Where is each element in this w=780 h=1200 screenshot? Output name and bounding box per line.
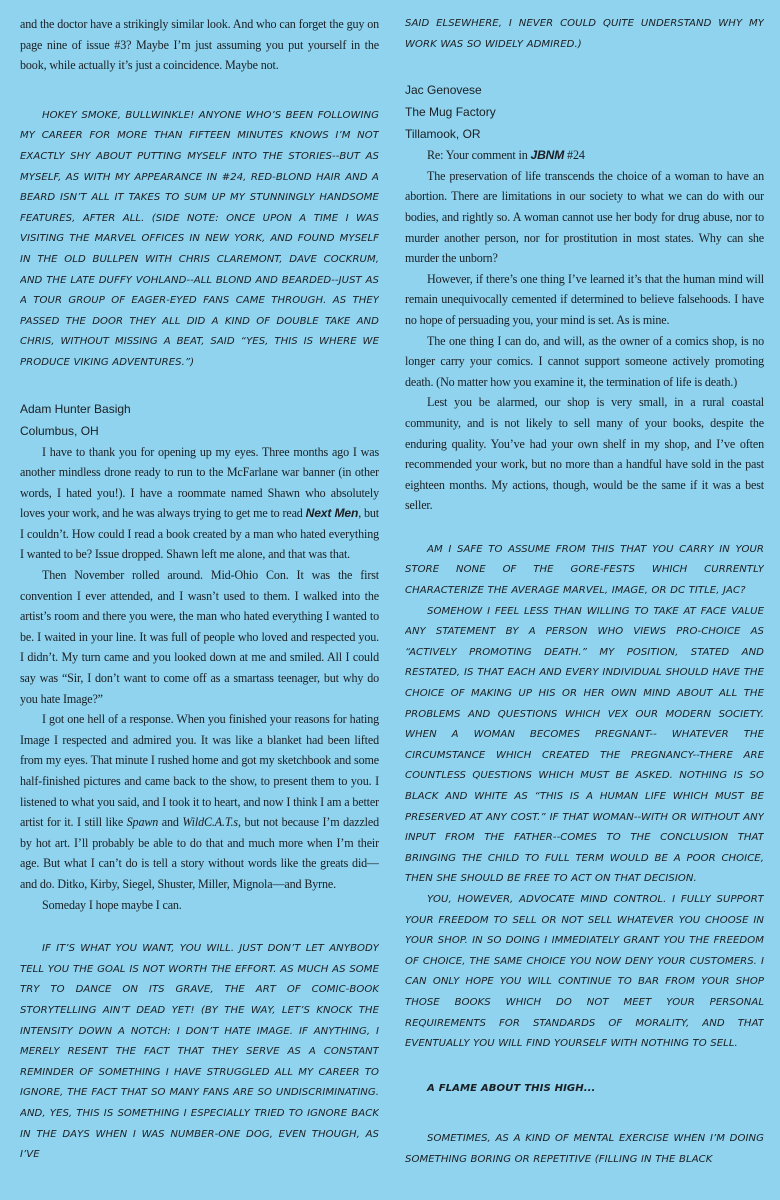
letter-paragraph: Then November rolled around. Mid-Ohio Con. It was the first convention I ever attended, and I wasn’t used to them. I walked into the artist’s room and there you were, the man who hated everything I wanted to be. I waited in your line. It was full of people who loved and respected you. I didn’t. My turn came and you looked down at me and smiled. All I could say was “Sir, I don’t want to come off as a smartass teenager, but why do you hate Image?” [20, 568, 379, 706]
letter-paragraph: Lest you be alarmed, our shop is very small, in a rural coastal community, and is not likely to sell many of your books, despite the enduring quality. You’ve had your own shelf in my shop, and I’ve often recommended your work, but no more than a handful have sold in the past eighteen months. My actions, though, would be the same if it was a best seller. [405, 395, 764, 513]
letter-paragraph: The one thing I can do, and will, as the owner of a comics shop, is no longer carry your comics. I cannot support someone actively promoting death. (No matter how you examine it, the termination of life is death.) [405, 333, 764, 389]
letter-location: Columbus, OH [20, 423, 99, 438]
title-spawn: Spawn [126, 815, 159, 830]
section-header-flame: A FLAME ABOUT THIS HIGH... [427, 1082, 596, 1094]
letter-signature-basigh [20, 398, 379, 442]
reply-paragraph: AM I SAFE TO ASSUME FROM THIS THAT YOU CARRY IN YOUR STORE NONE OF THE GORE-FESTS WHICH CURRENTLY CHARACTERIZE THE AVERAGE MARVEL, IMAGE, OR DC TITLE, JAC? [405, 543, 764, 597]
title-jbnm: JBNM [530, 148, 565, 163]
letter-paragraph: However, if there’s one thing I’ve learned it’s that the human mind will remain unequivocally cemented if determined to believe falsehoods. I have no hope of persuading you, your mind is set. As is mine. [405, 271, 764, 327]
reply-paragraph: YOU, HOWEVER, ADVOCATE MIND CONTROL. I FULLY SUPPORT YOUR FREEDOM TO SELL OR NOT SELL WHATEVER YOU CHOOSE IN YOUR SHOP. IN SO DOING I IMMEDIATELY GRANT YOU THE FREEDOM OF CHOICE, THE SAME CHOICE YOU NOW DENY YOUR CUSTOMERS. I CAN ONLY HOPE YOU WILL CONTINUE TO BAR FROM YOUR SHOP THOSE BOOKS WHICH DO NOT MEET YOUR PERSONAL REQUIREMENTS FOR STANDARDS OF MORALITY, AND THAT EVENTUALLY YOU WILL FIND YOURSELF WITH NOTHING TO SELL. [405, 893, 764, 1050]
letter-paragraph: Someday I hope maybe I can. [42, 897, 182, 912]
letter-paragraph: I have to thank you for opening up my eyes. Three months ago I was another mindless drone ready to run to the McFarlane war banner (in other words, I hated you!). I have a roommate named Shawn who absolutely loves your work, and he was always trying to get me to read Next Men, but I couldn’t. How could I read a book created by a man who hated everything I wanted to be? Issue dropped. Shawn left me alone, and that was that. [20, 444, 379, 562]
right-column [405, 14, 764, 1200]
reply-paragraph: SOMEHOW I FEEL LESS THAN WILLING TO TAKE AT FACE VALUE ANY STATEMENT BY A PERSON WHO VIEWS PRO-CHOICE AS “ACTIVELY PROMOTING DEATH.” MY POSITION, STATED AND RESTATED, IS THAT EACH AND EVERY INDIVIDUAL SHOULD HAVE THE CHOICE OF MAKING UP HIS OR HER OWN MIND ABOUT ALL THE PROBLEMS AND QUESTIONS WHICH VEX OUR MODERN SOCIETY. WHEN A WOMAN BECOMES PREGNANT-- WHATEVER THE CIRCUMSTANCE WHICH CREATED THE PREGNANCY--THERE ARE COUNTLESS QUESTIONS WHICH MUST BE ASKED. NOTHING IS SO BLACK AND WHITE AS “THIS IS A HUMAN LIFE WHICH MUST BE PRESERVED AT ANY COST.” IF THAT WOMAN--WITH OR WITHOUT ANY INPUT FROM THE FATHER--COMES TO THE CONCLUSION THAT BRINGING THE CHILD TO FULL TERM WOULD BE A POOR CHOICE, THEN SHE SHOULD BE FREE TO ACT ON THAT DECISION. [405, 605, 764, 885]
title-next-men: Next Men [305, 506, 359, 521]
letter-reference: Re: Your comment in JBNM #24 [427, 148, 585, 163]
reply-paragraph: SOMETIMES, AS A KIND OF MENTAL EXERCISE WHEN I’M DOING SOMETHING BORING OR REPETITIVE (FILLING IN THE BLACK [405, 1133, 764, 1165]
letter-organization: The Mug Factory [405, 105, 496, 120]
letter-location: Tillamook, OR [405, 127, 481, 142]
reply-hokey-smoke: HOKEY SMOKE, BULLWINKLE! ANYONE WHO’S BEEN FOLLOWING MY CAREER FOR MORE THAN FIFTEEN MINUTES KNOWS I’M NOT EXACTLY SHY ABOUT PUTTING MYSELF INTO THE STORIES--BUT AS MYSELF, AS WITH MY APPEARANCE IN #24, RED-BLOND HAIR AND A BEARD ISN’T ALL IT TAKES TO SUM UP MY STUNNINGLY HANDSOME FEATURES, AFTER ALL. (SIDE NOTE: ONCE UPON A TIME I WAS VISITING THE MARVEL OFFICES IN NEW YORK, AND FOUND MYSELF IN THE OLD BULLPEN WITH CHRIS CLAREMONT, DAVE COCKRUM, AND THE LATE DUFFY VOHLAND--ALL BLOND AND BEARDED--JUST AS A TOUR GROUP OF EAGER-EYED FANS CAME THROUGH. AS THEY PASSED THE DOOR THEY ALL DID A KIND OF DOUBLE TAKE AND CHRIS, WITHOUT MISSING A BEAT, SAID “YES, THIS IS WHERE WE PRODUCE VIKING ADVENTURES.”) [20, 109, 379, 368]
title-wildcats: WildC.A.T.s [182, 815, 238, 830]
letter-paragraph: I got one hell of a response. When you finished your reasons for hating Image I respected and admired you. It was like a blanket had been lifted from my eyes. That minute I rushed home and got my sketchbook and some half-finished pictures and came back to the show, to present them to you. I listened to what you said, and I took it to heart, and now I think I am a better artist for it. I still like Spawn and WildC.A.T.s, but not because I’m dazzled by hot art. I’ll probably be able to do that and much more when I’m their age. But what I can’t do is tell a story without words like the greats did—and do. Ditko, Kirby, Siegel, Shuster, Miller, Mignola—and Byrne. [20, 712, 379, 891]
letter-signature-genovese [405, 79, 764, 145]
letter-paragraph: The preservation of life transcends the choice of a woman to have an abortion. There are limitations in our society to what we can do with our bodies, and rightly so. A woman cannot use her body for drug abuse, nor to murder another person, nor for prostitution in most states. Why can she murder the unborn? [405, 168, 764, 266]
reply-what-you-want: IF IT’S WHAT YOU WANT, YOU WILL. JUST DON’T LET ANYBODY TELL YOU THE GOAL IS NOT WORTH THE EFFORT. AS MUCH AS SOME TRY TO DANCE ON ITS GRAVE, THE ART OF COMIC-BOOK STORYTELLING AIN’T DEAD YET! (BY THE WAY, LET’S KNOCK THE INTENSITY DOWN A NOTCH: I DON’T HATE IMAGE. IF ANYTHING, I MERELY RESENT THE FACT THAT THEY SERVE AS A CONSTANT REMINDER OF SOMETHING I HAVE STRUGGLED ALL MY CAREER TO IGNORE, THE FACT THAT SO MANY FANS ARE SO UNDISCRIMINATING. AND, YES, THIS IS SOMETHING I ESPECIALLY TRIED TO IGNORE BACK IN THE DAYS WHEN I WAS NUMBER-ONE DOG, EVEN THOUGH, AS I’VE [20, 943, 379, 1161]
letter-author: Adam Hunter Basigh [20, 401, 131, 416]
letter-author: Jac Genovese [405, 83, 482, 98]
letter-continuation: and the doctor have a strikingly similar look. And who can forget the guy on page nine of issue #3? Maybe I’m just assuming you put yourself in the book, while actually it’s just a coincidence. Maybe not. [20, 17, 379, 73]
reply-continuation: SAID ELSEWHERE, I NEVER COULD QUITE UNDERSTAND WHY MY WORK WAS SO WIDELY ADMIRED.) [405, 18, 764, 50]
left-column [20, 14, 379, 1200]
